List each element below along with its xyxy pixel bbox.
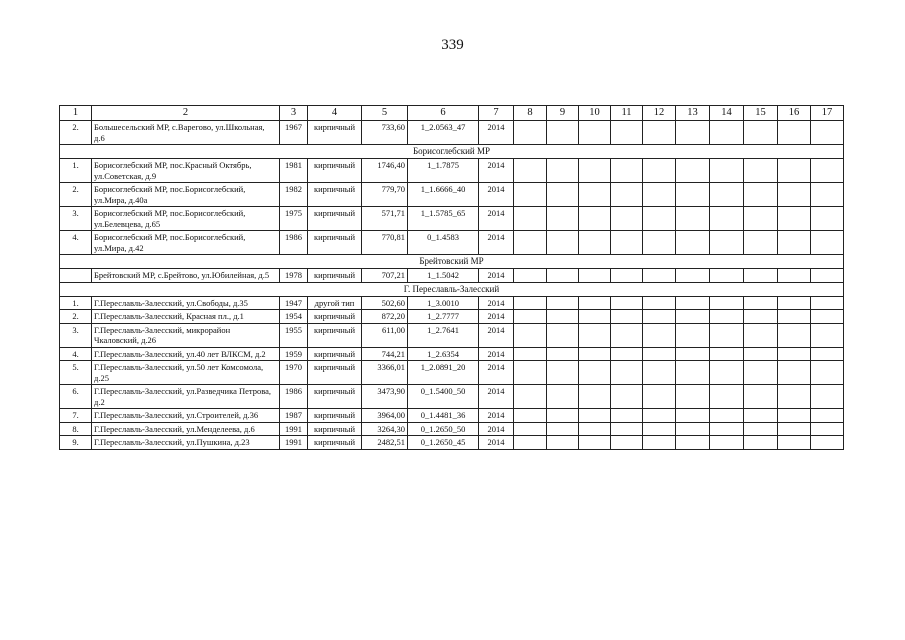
empty-cell xyxy=(676,436,710,450)
material-cell: другой тип xyxy=(308,296,362,310)
address-cell: Г.Переславль-Залесский, ул.40 лет ВЛКСМ, д.2 xyxy=(92,347,280,361)
empty-cell xyxy=(778,296,811,310)
area-cell: 3964,00 xyxy=(362,409,408,423)
code-cell: 1_2.7641 xyxy=(408,323,479,347)
empty-cell xyxy=(676,183,710,207)
empty-cell xyxy=(710,269,744,283)
row-number: 6. xyxy=(60,385,92,409)
empty-cell xyxy=(611,310,643,324)
code-cell: 0_1.4481_36 xyxy=(408,409,479,423)
code-cell: 1_1.5042 xyxy=(408,269,479,283)
material-cell: кирпичный xyxy=(308,159,362,183)
empty-cell xyxy=(514,323,547,347)
empty-cell xyxy=(744,361,778,385)
empty-cell xyxy=(643,310,676,324)
empty-cell xyxy=(514,409,547,423)
empty-cell xyxy=(579,361,611,385)
empty-cell xyxy=(611,422,643,436)
column-header: 16 xyxy=(778,106,811,121)
empty-cell xyxy=(710,310,744,324)
row-number: 9. xyxy=(60,436,92,450)
year-cell: 1955 xyxy=(280,323,308,347)
empty-cell xyxy=(811,409,844,423)
empty-cell xyxy=(778,159,811,183)
plan-year-cell: 2014 xyxy=(479,310,514,324)
empty-cell xyxy=(547,409,579,423)
empty-cell xyxy=(514,385,547,409)
empty-cell xyxy=(744,385,778,409)
area-cell: 3473,90 xyxy=(362,385,408,409)
empty-cell xyxy=(676,207,710,231)
empty-cell xyxy=(710,385,744,409)
address-cell: Большесельский МР, с.Варегово, ул.Школьная, д.6 xyxy=(92,121,280,145)
empty-cell xyxy=(710,231,744,255)
empty-cell xyxy=(811,422,844,436)
empty-cell xyxy=(710,207,744,231)
area-cell: 571,71 xyxy=(362,207,408,231)
address-cell: Г.Переславль-Залесский, ул.50 лет Комсомола, д.25 xyxy=(92,361,280,385)
plan-year-cell: 2014 xyxy=(479,159,514,183)
table-row xyxy=(60,183,844,207)
material-cell: кирпичный xyxy=(308,361,362,385)
empty-cell xyxy=(547,361,579,385)
code-cell: 0_1.2650_45 xyxy=(408,436,479,450)
code-cell: 1_2.6354 xyxy=(408,347,479,361)
empty-cell xyxy=(744,296,778,310)
column-header: 9 xyxy=(547,106,579,121)
column-header: 5 xyxy=(362,106,408,121)
empty-cell xyxy=(643,385,676,409)
empty-cell xyxy=(744,121,778,145)
section-header-row xyxy=(60,145,844,159)
area-cell: 2482,51 xyxy=(362,436,408,450)
empty-cell xyxy=(514,159,547,183)
page-number: 339 xyxy=(441,37,464,53)
empty-cell xyxy=(547,207,579,231)
empty-cell xyxy=(778,269,811,283)
empty-cell xyxy=(676,310,710,324)
table-row xyxy=(60,269,844,283)
empty-cell xyxy=(676,323,710,347)
empty-cell xyxy=(611,436,643,450)
year-cell: 1959 xyxy=(280,347,308,361)
address-cell: Г.Переславль-Залесский, Красная пл., д.1 xyxy=(92,310,280,324)
empty-cell xyxy=(676,231,710,255)
plan-year-cell: 2014 xyxy=(479,121,514,145)
empty-cell xyxy=(811,347,844,361)
row-number: 3. xyxy=(60,323,92,347)
table-row xyxy=(60,422,844,436)
row-number: 5. xyxy=(60,361,92,385)
empty-cell xyxy=(547,231,579,255)
empty-cell xyxy=(611,121,643,145)
register-table xyxy=(59,105,844,450)
empty-cell xyxy=(744,231,778,255)
empty-cell xyxy=(778,361,811,385)
address-cell: Борисоглебский МР, пос.Борисоглебский, ул.Мира, д.40а xyxy=(92,183,280,207)
table-row xyxy=(60,207,844,231)
section-title: Борисоглебский МР xyxy=(60,145,844,159)
material-cell: кирпичный xyxy=(308,323,362,347)
empty-cell xyxy=(611,361,643,385)
plan-year-cell: 2014 xyxy=(479,183,514,207)
empty-cell xyxy=(579,269,611,283)
empty-cell xyxy=(514,269,547,283)
empty-cell xyxy=(611,183,643,207)
empty-cell xyxy=(676,385,710,409)
empty-cell xyxy=(778,409,811,423)
empty-cell xyxy=(710,159,744,183)
year-cell: 1981 xyxy=(280,159,308,183)
empty-cell xyxy=(676,121,710,145)
material-cell: кирпичный xyxy=(308,409,362,423)
empty-cell xyxy=(710,347,744,361)
address-cell: Г.Переславль-Залесский, ул.Менделеева, д.6 xyxy=(92,422,280,436)
plan-year-cell: 2014 xyxy=(479,361,514,385)
empty-cell xyxy=(676,422,710,436)
empty-cell xyxy=(579,231,611,255)
address-cell: Г.Переславль-Залесский, ул.Пушкина, д.23 xyxy=(92,436,280,450)
empty-cell xyxy=(611,409,643,423)
empty-cell xyxy=(676,409,710,423)
area-cell: 770,81 xyxy=(362,231,408,255)
column-header: 7 xyxy=(479,106,514,121)
empty-cell xyxy=(710,422,744,436)
empty-cell xyxy=(643,159,676,183)
empty-cell xyxy=(643,361,676,385)
plan-year-cell: 2014 xyxy=(479,231,514,255)
section-header-row xyxy=(60,255,844,269)
empty-cell xyxy=(611,347,643,361)
year-cell: 1947 xyxy=(280,296,308,310)
empty-cell xyxy=(547,296,579,310)
empty-cell xyxy=(579,323,611,347)
area-cell: 872,20 xyxy=(362,310,408,324)
table-body xyxy=(60,106,844,450)
empty-cell xyxy=(514,296,547,310)
empty-cell xyxy=(579,159,611,183)
empty-cell xyxy=(514,310,547,324)
empty-cell xyxy=(643,183,676,207)
material-cell: кирпичный xyxy=(308,385,362,409)
table-row xyxy=(60,231,844,255)
empty-cell xyxy=(778,310,811,324)
empty-cell xyxy=(676,347,710,361)
row-number: 2. xyxy=(60,183,92,207)
empty-cell xyxy=(514,436,547,450)
material-cell: кирпичный xyxy=(308,207,362,231)
address-cell: Г.Переславль-Залесский, ул.Свободы, д.35 xyxy=(92,296,280,310)
empty-cell xyxy=(579,207,611,231)
area-cell: 502,60 xyxy=(362,296,408,310)
column-header: 10 xyxy=(579,106,611,121)
empty-cell xyxy=(611,231,643,255)
empty-cell xyxy=(811,436,844,450)
table-row xyxy=(60,310,844,324)
empty-cell xyxy=(643,409,676,423)
plan-year-cell: 2014 xyxy=(479,296,514,310)
empty-cell xyxy=(514,121,547,145)
empty-cell xyxy=(710,436,744,450)
year-cell: 1982 xyxy=(280,183,308,207)
empty-cell xyxy=(514,183,547,207)
column-header: 11 xyxy=(611,106,643,121)
empty-cell xyxy=(643,323,676,347)
empty-cell xyxy=(579,422,611,436)
empty-cell xyxy=(811,183,844,207)
empty-cell xyxy=(611,207,643,231)
empty-cell xyxy=(778,207,811,231)
empty-cell xyxy=(547,310,579,324)
empty-cell xyxy=(514,207,547,231)
code-cell: 0_1.5400_50 xyxy=(408,385,479,409)
empty-cell xyxy=(811,121,844,145)
empty-cell xyxy=(811,269,844,283)
area-cell: 733,60 xyxy=(362,121,408,145)
empty-cell xyxy=(643,296,676,310)
column-header: 13 xyxy=(676,106,710,121)
empty-cell xyxy=(778,422,811,436)
empty-cell xyxy=(643,422,676,436)
plan-year-cell: 2014 xyxy=(479,269,514,283)
empty-cell xyxy=(547,385,579,409)
column-header: 1 xyxy=(60,106,92,121)
table-row xyxy=(60,436,844,450)
empty-cell xyxy=(676,361,710,385)
row-number: 2. xyxy=(60,121,92,145)
empty-cell xyxy=(710,361,744,385)
empty-cell xyxy=(744,422,778,436)
table-row xyxy=(60,385,844,409)
empty-cell xyxy=(547,347,579,361)
code-cell: 1_2.0891_20 xyxy=(408,361,479,385)
empty-cell xyxy=(811,207,844,231)
empty-cell xyxy=(547,422,579,436)
material-cell: кирпичный xyxy=(308,436,362,450)
empty-cell xyxy=(547,121,579,145)
year-cell: 1978 xyxy=(280,269,308,283)
empty-cell xyxy=(611,296,643,310)
material-cell: кирпичный xyxy=(308,310,362,324)
empty-cell xyxy=(547,269,579,283)
table-row xyxy=(60,361,844,385)
row-number: 2. xyxy=(60,310,92,324)
empty-cell xyxy=(744,269,778,283)
row-number: 8. xyxy=(60,422,92,436)
row-number: 4. xyxy=(60,347,92,361)
year-cell: 1987 xyxy=(280,409,308,423)
year-cell: 1954 xyxy=(280,310,308,324)
area-cell: 3366,01 xyxy=(362,361,408,385)
code-cell: 0_1.2650_50 xyxy=(408,422,479,436)
empty-cell xyxy=(778,436,811,450)
empty-cell xyxy=(611,323,643,347)
empty-cell xyxy=(514,422,547,436)
material-cell: кирпичный xyxy=(308,269,362,283)
table-row xyxy=(60,323,844,347)
address-cell: Борисоглебский МР, пос.Борисоглебский, ул.Мира, д.42 xyxy=(92,231,280,255)
address-cell: Г.Переславль-Залесский, ул.Строителей, д.36 xyxy=(92,409,280,423)
plan-year-cell: 2014 xyxy=(479,347,514,361)
code-cell: 1_2.7777 xyxy=(408,310,479,324)
empty-cell xyxy=(710,323,744,347)
row-number: 1. xyxy=(60,159,92,183)
empty-cell xyxy=(514,231,547,255)
column-header: 8 xyxy=(514,106,547,121)
year-cell: 1967 xyxy=(280,121,308,145)
year-cell: 1986 xyxy=(280,385,308,409)
empty-cell xyxy=(579,436,611,450)
empty-cell xyxy=(710,409,744,423)
year-cell: 1970 xyxy=(280,361,308,385)
row-number: 4. xyxy=(60,231,92,255)
plan-year-cell: 2014 xyxy=(479,385,514,409)
column-header: 6 xyxy=(408,106,479,121)
empty-cell xyxy=(547,183,579,207)
code-cell: 1_1.5785_65 xyxy=(408,207,479,231)
year-cell: 1991 xyxy=(280,436,308,450)
area-cell: 611,00 xyxy=(362,323,408,347)
empty-cell xyxy=(778,323,811,347)
code-cell: 1_1.6666_40 xyxy=(408,183,479,207)
empty-cell xyxy=(744,347,778,361)
table-row xyxy=(60,296,844,310)
empty-cell xyxy=(676,269,710,283)
code-cell: 1_1.7875 xyxy=(408,159,479,183)
table-row xyxy=(60,159,844,183)
empty-cell xyxy=(811,361,844,385)
material-cell: кирпичный xyxy=(308,422,362,436)
area-cell: 779,70 xyxy=(362,183,408,207)
column-header: 17 xyxy=(811,106,844,121)
empty-cell xyxy=(710,183,744,207)
plan-year-cell: 2014 xyxy=(479,207,514,231)
empty-cell xyxy=(643,269,676,283)
empty-cell xyxy=(744,323,778,347)
material-cell: кирпичный xyxy=(308,183,362,207)
empty-cell xyxy=(643,436,676,450)
table-row xyxy=(60,347,844,361)
empty-cell xyxy=(676,296,710,310)
empty-cell xyxy=(710,296,744,310)
area-cell: 3264,30 xyxy=(362,422,408,436)
empty-cell xyxy=(579,183,611,207)
address-cell: Борисоглебский МР, пос.Красный Октябрь, ул.Советская, д.9 xyxy=(92,159,280,183)
code-cell: 1_3.0010 xyxy=(408,296,479,310)
empty-cell xyxy=(514,361,547,385)
material-cell: кирпичный xyxy=(308,231,362,255)
empty-cell xyxy=(744,183,778,207)
empty-cell xyxy=(744,436,778,450)
year-cell: 1986 xyxy=(280,231,308,255)
empty-cell xyxy=(744,310,778,324)
empty-cell xyxy=(547,436,579,450)
column-header: 4 xyxy=(308,106,362,121)
empty-cell xyxy=(811,323,844,347)
year-cell: 1975 xyxy=(280,207,308,231)
address-cell: Г.Переславль-Залесский, ул.Разведчика Петрова, д.2 xyxy=(92,385,280,409)
empty-cell xyxy=(579,310,611,324)
empty-cell xyxy=(778,231,811,255)
row-number: 7. xyxy=(60,409,92,423)
section-title: Брейтовский МР xyxy=(60,255,844,269)
empty-cell xyxy=(579,121,611,145)
empty-cell xyxy=(579,347,611,361)
empty-cell xyxy=(744,409,778,423)
empty-cell xyxy=(744,207,778,231)
empty-cell xyxy=(778,183,811,207)
address-cell: Брейтовский МР, с.Брейтово, ул.Юбилейная, д.5 xyxy=(92,269,280,283)
code-cell: 1_2.0563_47 xyxy=(408,121,479,145)
section-title: Г. Переславль-Залесский xyxy=(60,282,844,296)
empty-cell xyxy=(778,347,811,361)
column-header: 14 xyxy=(710,106,744,121)
code-cell: 0_1.4583 xyxy=(408,231,479,255)
empty-cell xyxy=(643,347,676,361)
column-header: 3 xyxy=(280,106,308,121)
area-cell: 744,21 xyxy=(362,347,408,361)
row-number xyxy=(60,269,92,283)
address-cell: Г.Переславль-Залесский, микрорайон Чкаловский, д.26 xyxy=(92,323,280,347)
empty-cell xyxy=(611,269,643,283)
empty-cell xyxy=(579,296,611,310)
empty-cell xyxy=(811,231,844,255)
empty-cell xyxy=(811,310,844,324)
empty-cell xyxy=(811,159,844,183)
area-cell: 707,21 xyxy=(362,269,408,283)
empty-cell xyxy=(676,159,710,183)
column-header: 2 xyxy=(92,106,280,121)
row-number: 3. xyxy=(60,207,92,231)
material-cell: кирпичный xyxy=(308,347,362,361)
empty-cell xyxy=(744,159,778,183)
table-row xyxy=(60,121,844,145)
empty-cell xyxy=(579,409,611,423)
empty-cell xyxy=(778,385,811,409)
header-row xyxy=(60,106,844,121)
year-cell: 1991 xyxy=(280,422,308,436)
section-header-row xyxy=(60,282,844,296)
empty-cell xyxy=(611,385,643,409)
empty-cell xyxy=(611,159,643,183)
row-number: 1. xyxy=(60,296,92,310)
empty-cell xyxy=(547,323,579,347)
plan-year-cell: 2014 xyxy=(479,409,514,423)
empty-cell xyxy=(811,296,844,310)
empty-cell xyxy=(643,231,676,255)
column-header: 12 xyxy=(643,106,676,121)
plan-year-cell: 2014 xyxy=(479,323,514,347)
plan-year-cell: 2014 xyxy=(479,422,514,436)
area-cell: 1746,40 xyxy=(362,159,408,183)
empty-cell xyxy=(547,159,579,183)
empty-cell xyxy=(579,385,611,409)
column-header: 15 xyxy=(744,106,778,121)
table-row xyxy=(60,409,844,423)
empty-cell xyxy=(811,385,844,409)
material-cell: кирпичный xyxy=(308,121,362,145)
empty-cell xyxy=(514,347,547,361)
plan-year-cell: 2014 xyxy=(479,436,514,450)
empty-cell xyxy=(778,121,811,145)
address-cell: Борисоглебский МР, пос.Борисоглебский, ул.Белевцева, д.65 xyxy=(92,207,280,231)
empty-cell xyxy=(643,207,676,231)
empty-cell xyxy=(643,121,676,145)
empty-cell xyxy=(710,121,744,145)
